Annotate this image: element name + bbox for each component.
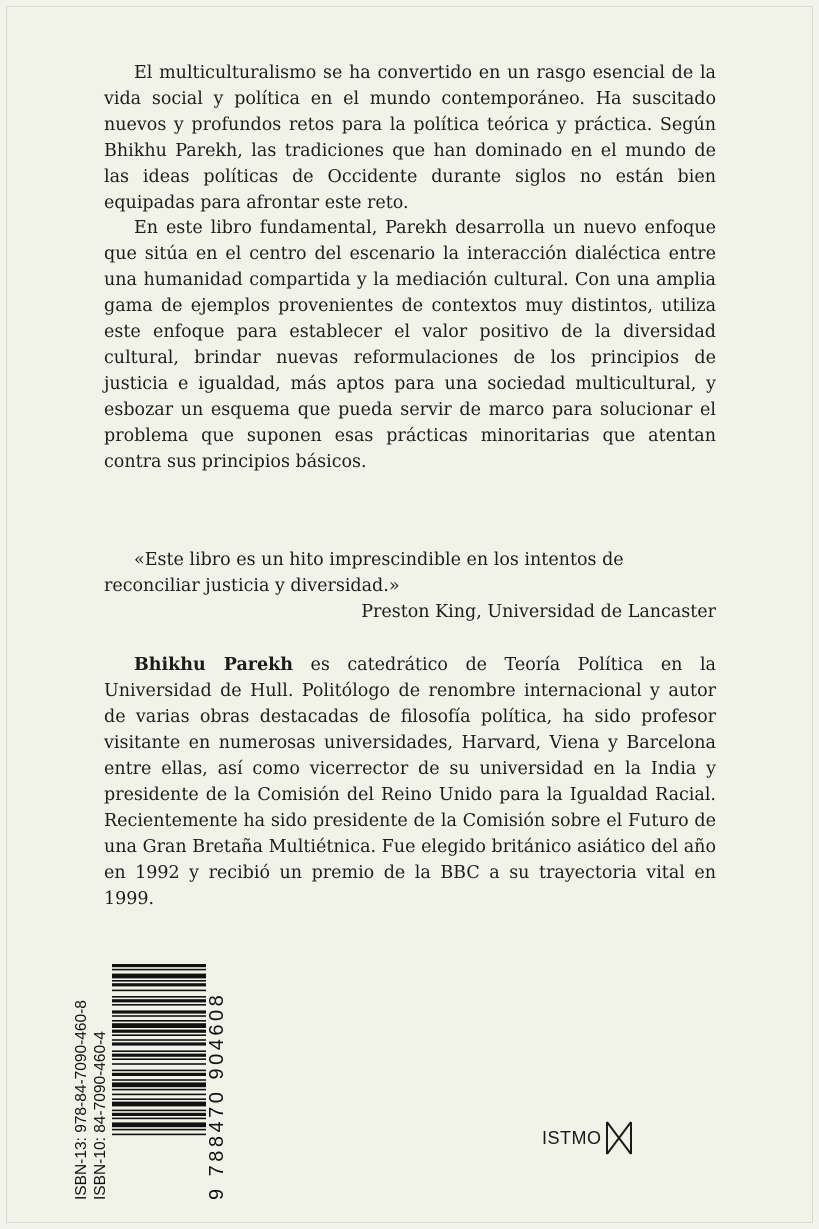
isbn-10: ISBN-10: 84-7090-460-4 <box>92 1031 109 1200</box>
istmo-logo-icon <box>605 1120 633 1156</box>
barcode-digits: 9 788470 904608 <box>206 991 228 1200</box>
review-quote <box>104 547 716 625</box>
blurb-paragraph-2: En este libro fundamental, Parekh desarrolla un nuevo enfoque que sitúa en el centro del escenario la interacción dialéctica entre una humanidad compartida y la mediación cultural. Con una amplia gama de ejemplos provenientes de contextos muy distintos, utiliza este enfoque para establecer el valor positivo de la diversidad cultural, brindar nuevas reformulaciones de los principios de justicia e igualdad, más aptos para una sociedad multicultural, y esbozar un esquema que pueda servir de marco para solucionar el problema que suponen esas prácticas minoritarias que atentan contra sus principios básicos. <box>104 218 716 472</box>
barcode <box>112 960 206 1192</box>
quote-attribution: Preston King, Universidad de Lancaster <box>361 602 716 622</box>
isbn-labels <box>72 960 112 1200</box>
publisher-name: ISTMO <box>542 1127 602 1148</box>
quote-text: «Este libro es un hito imprescindible en los intentos de reconciliar justicia y diversidad.» <box>104 550 624 596</box>
author-bio-text: es catedrático de Teoría Política en la Universidad de Hull. Politólogo de renombre internacional y autor de varias obras destacadas de filosofía política, ha sido profesor visitante en numerosas universidades, Harvard, Viena y Barcelona entre ellas, así como vicerrector de su universidad en la India y presidente de la Comisión del Reino Unido para la Igualdad Racial. Recientemente ha sido presidente de la Comisión sobre el Futuro de una Gran Bretaña Multiétnica. Fue elegido británico asiático del año en 1992 y recibió un premio de la BBC a su trayectoria vital en 1999. <box>104 655 716 909</box>
author-bio <box>104 652 716 912</box>
author-name: Bhikhu Parekh <box>134 655 294 675</box>
publisher-mark <box>542 1120 633 1156</box>
isbn-barcode-block <box>72 960 232 1200</box>
blurb <box>104 61 716 476</box>
isbn-13: ISBN-13: 978-84-7090-460-8 <box>73 1000 90 1200</box>
blurb-paragraph-1: El multiculturalismo se ha convertido en un rasgo esencial de la vida social y política en el mundo contemporáneo. Ha suscitado nuevos y profundos retos para la política teórica y práctica. Según Bhikhu Parekh, las tradiciones que han dominado en el mundo de las ideas políticas de Occidente durante siglos no están bien equipadas para afrontar este reto. <box>104 63 716 213</box>
